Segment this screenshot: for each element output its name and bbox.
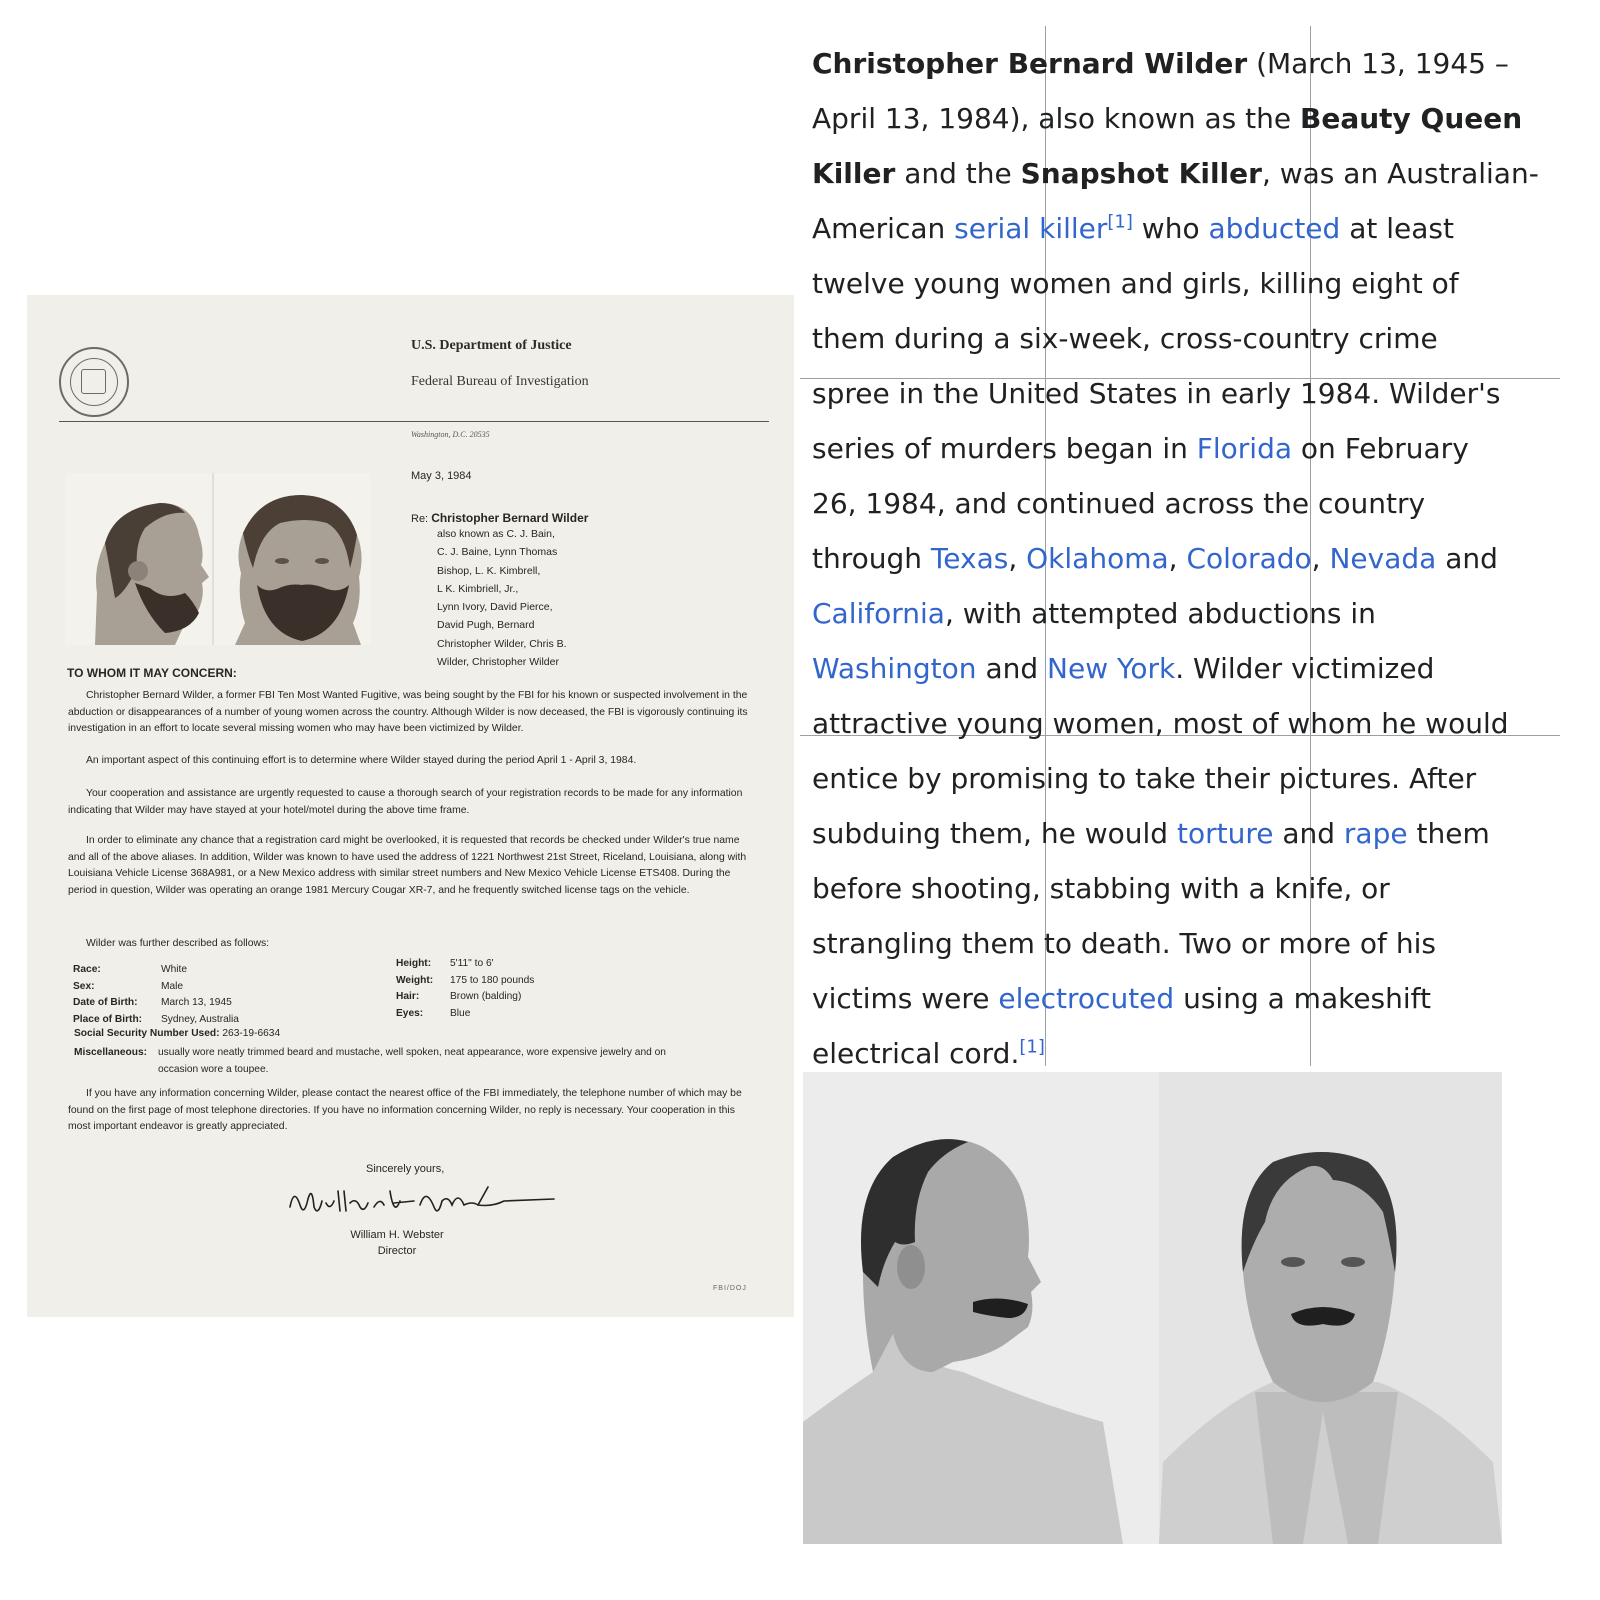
description-row: Weight: 175 to 180 pounds — [396, 974, 535, 986]
signer-name: William H. Webster — [350, 1229, 444, 1241]
letter-date: May 3, 1984 — [411, 470, 472, 482]
alias-line: Lynn Ivory, David Pierce, — [437, 601, 553, 614]
form-code: FBI/DOJ — [713, 1285, 747, 1292]
article-subject: Christopher Bernard Wilder — [812, 47, 1248, 80]
alias-line: Wilder, Christopher Wilder — [437, 656, 559, 669]
letterhead-city: Washington, D.C. 20535 — [411, 430, 490, 439]
mugshot-photo — [803, 1072, 1502, 1544]
description-row: Race: White — [73, 964, 188, 975]
description-row: Date of Birth: March 13, 1945 — [73, 997, 232, 1008]
salutation: TO WHOM IT MAY CONCERN: — [67, 666, 237, 680]
letter-paragraph: Wilder was further described as follows: — [86, 938, 270, 949]
alias-line: Bishop, L. K. Kimbrell, — [437, 564, 541, 577]
closing: Sincerely yours, — [366, 1163, 445, 1175]
signature-image — [282, 1177, 562, 1225]
alias-line: C. J. Baine, Lynn Thomas — [437, 546, 558, 559]
link-rape[interactable]: rape — [1343, 817, 1408, 850]
misc-row: Miscellaneous: usually wore neatly trimmed beard and mustache, well spoken, neat appearance, wore expensive jewelry and on occasion wore a toupee. — [74, 1047, 666, 1075]
reference-link[interactable]: [1] — [1107, 211, 1133, 233]
link-oklahoma[interactable]: Oklahoma — [1026, 542, 1169, 575]
link-abducted[interactable]: abducted — [1208, 212, 1341, 245]
link-california[interactable]: California — [812, 597, 945, 630]
description-row: Eyes: Blue — [396, 1007, 471, 1019]
description-row: Height: 5'11" to 6' — [396, 958, 494, 969]
subject-name: Christopher Bernard Wilder — [431, 511, 589, 525]
letterhead-bureau: Federal Bureau of Investigation — [411, 374, 589, 389]
frontal-photo — [235, 495, 362, 645]
letter-paragraph: Your cooperation and assistance are urgently requested to cause a thorough search of your registration records to be made for any information indicating that Wilder may have stayed at your hotel/motel during the above time frame. — [68, 788, 743, 816]
subject-label: Re: — [411, 513, 429, 525]
description-right — [396, 956, 534, 1022]
link-torture[interactable]: torture — [1176, 817, 1274, 850]
link-nevada[interactable]: Nevada — [1329, 542, 1437, 575]
letterhead-divider — [59, 421, 769, 422]
link-colorado[interactable]: Colorado — [1186, 542, 1312, 575]
link-florida[interactable]: Florida — [1196, 432, 1293, 465]
letter-paragraph: An important aspect of this continuing effort is to determine where Wilder stayed during the period April 1 - April 3, 1984. — [86, 755, 637, 766]
link-electrocuted[interactable]: electrocuted — [998, 982, 1175, 1015]
letter-paragraph: Christopher Bernard Wilder, a former FBI Ten Most Wanted Fugitive, was being sought by the FBI for his known or suspected involvement in the abduction or disappearances of a number of young women across the country. Although Wilder is now deceased, the FBI is vigorously continuing its investigation in an effort to locate several missing women who may have been victimized by Wilder. — [68, 690, 748, 734]
article-excerpt: Christopher Bernard Wilder (March 13, 1945 – April 13, 1984), also known as the Beauty Queen Killer and the Snapshot Killer, was an Australian- American serial killer[1] who abducted at least twelve young women and girls, killing eight of them during a six-week, cross-country crime spree in the United States in early 1984. Wilder's series of murders began in Florida on February 26, 1984, and continued across the country through Texas, Oklahoma, Colorado, Nevada and California, with attempted abductions in Washington and New York. Wilder victimized attractive young women, most of whom he would entice by promising to take their pictures. After subduing them, he would torture and rape them before shooting, stabbing with a knife, or strangling them to death. Two or more of his victims were electrocuted using a makeshift electrical cord.[1] — [812, 47, 1539, 1070]
fbi-letter — [27, 295, 794, 1317]
letter-final-paragraph: If you have any information concerning Wilder, please contact the nearest office of the FBI immediately, the telephone number of which may be found on the first page of most telephone directories. If you have no information concerning Wilder, no reply is necessary. Your cooperation in this most important endeavor is greatly appreciated. — [68, 1088, 742, 1132]
description-row: Place of Birth: Sydney, Australia — [73, 1013, 239, 1025]
ssn-row: Social Security Number Used: 263-19-6634 — [74, 1028, 281, 1039]
letter-photographs — [65, 473, 371, 645]
link-washington[interactable]: Washington — [812, 652, 977, 685]
fbi-seal-icon — [59, 347, 129, 417]
letter-paragraph: In order to eliminate any chance that a registration card might be overlooked, it is requested that records be checked under Wilder's true name and all of the above aliases. In addition, Wilder was known to have used the address of 1221 Northwest 21st Street, Riceland, Louisiana, along with Louisiana Vehicle License 368A981, or a New Mexico address with similar street numbers and New Mexico Vehicle License ETS408. During the period in question, Wilder was operating an orange 1981 Mercury Cougar XR-7, and he frequently switched license tags on the vehicle. — [68, 835, 747, 896]
letterhead-department: U.S. Department of Justice — [411, 338, 572, 353]
description-row: Hair: Brown (balding) — [396, 991, 522, 1002]
link-serial-killer[interactable]: serial killer — [954, 212, 1108, 245]
link-texas[interactable]: Texas — [930, 542, 1009, 575]
alias-line: Christopher Wilder, Chris B. — [437, 637, 567, 650]
signer-block — [327, 1227, 467, 1259]
link-new-york[interactable]: New York — [1047, 652, 1176, 685]
reference-link[interactable]: [1] — [1019, 1036, 1045, 1058]
alias-line: David Pugh, Bernard — [437, 619, 535, 632]
alias-line: L K. Kimbriell, Jr., — [437, 582, 519, 595]
signer-title: Director — [377, 1245, 417, 1257]
description-row: Sex: Male — [73, 980, 184, 992]
description-left — [73, 962, 239, 1028]
profile-photo — [95, 503, 209, 645]
alias-line: also known as C. J. Bain, — [437, 528, 555, 540]
alias-list — [437, 525, 567, 671]
